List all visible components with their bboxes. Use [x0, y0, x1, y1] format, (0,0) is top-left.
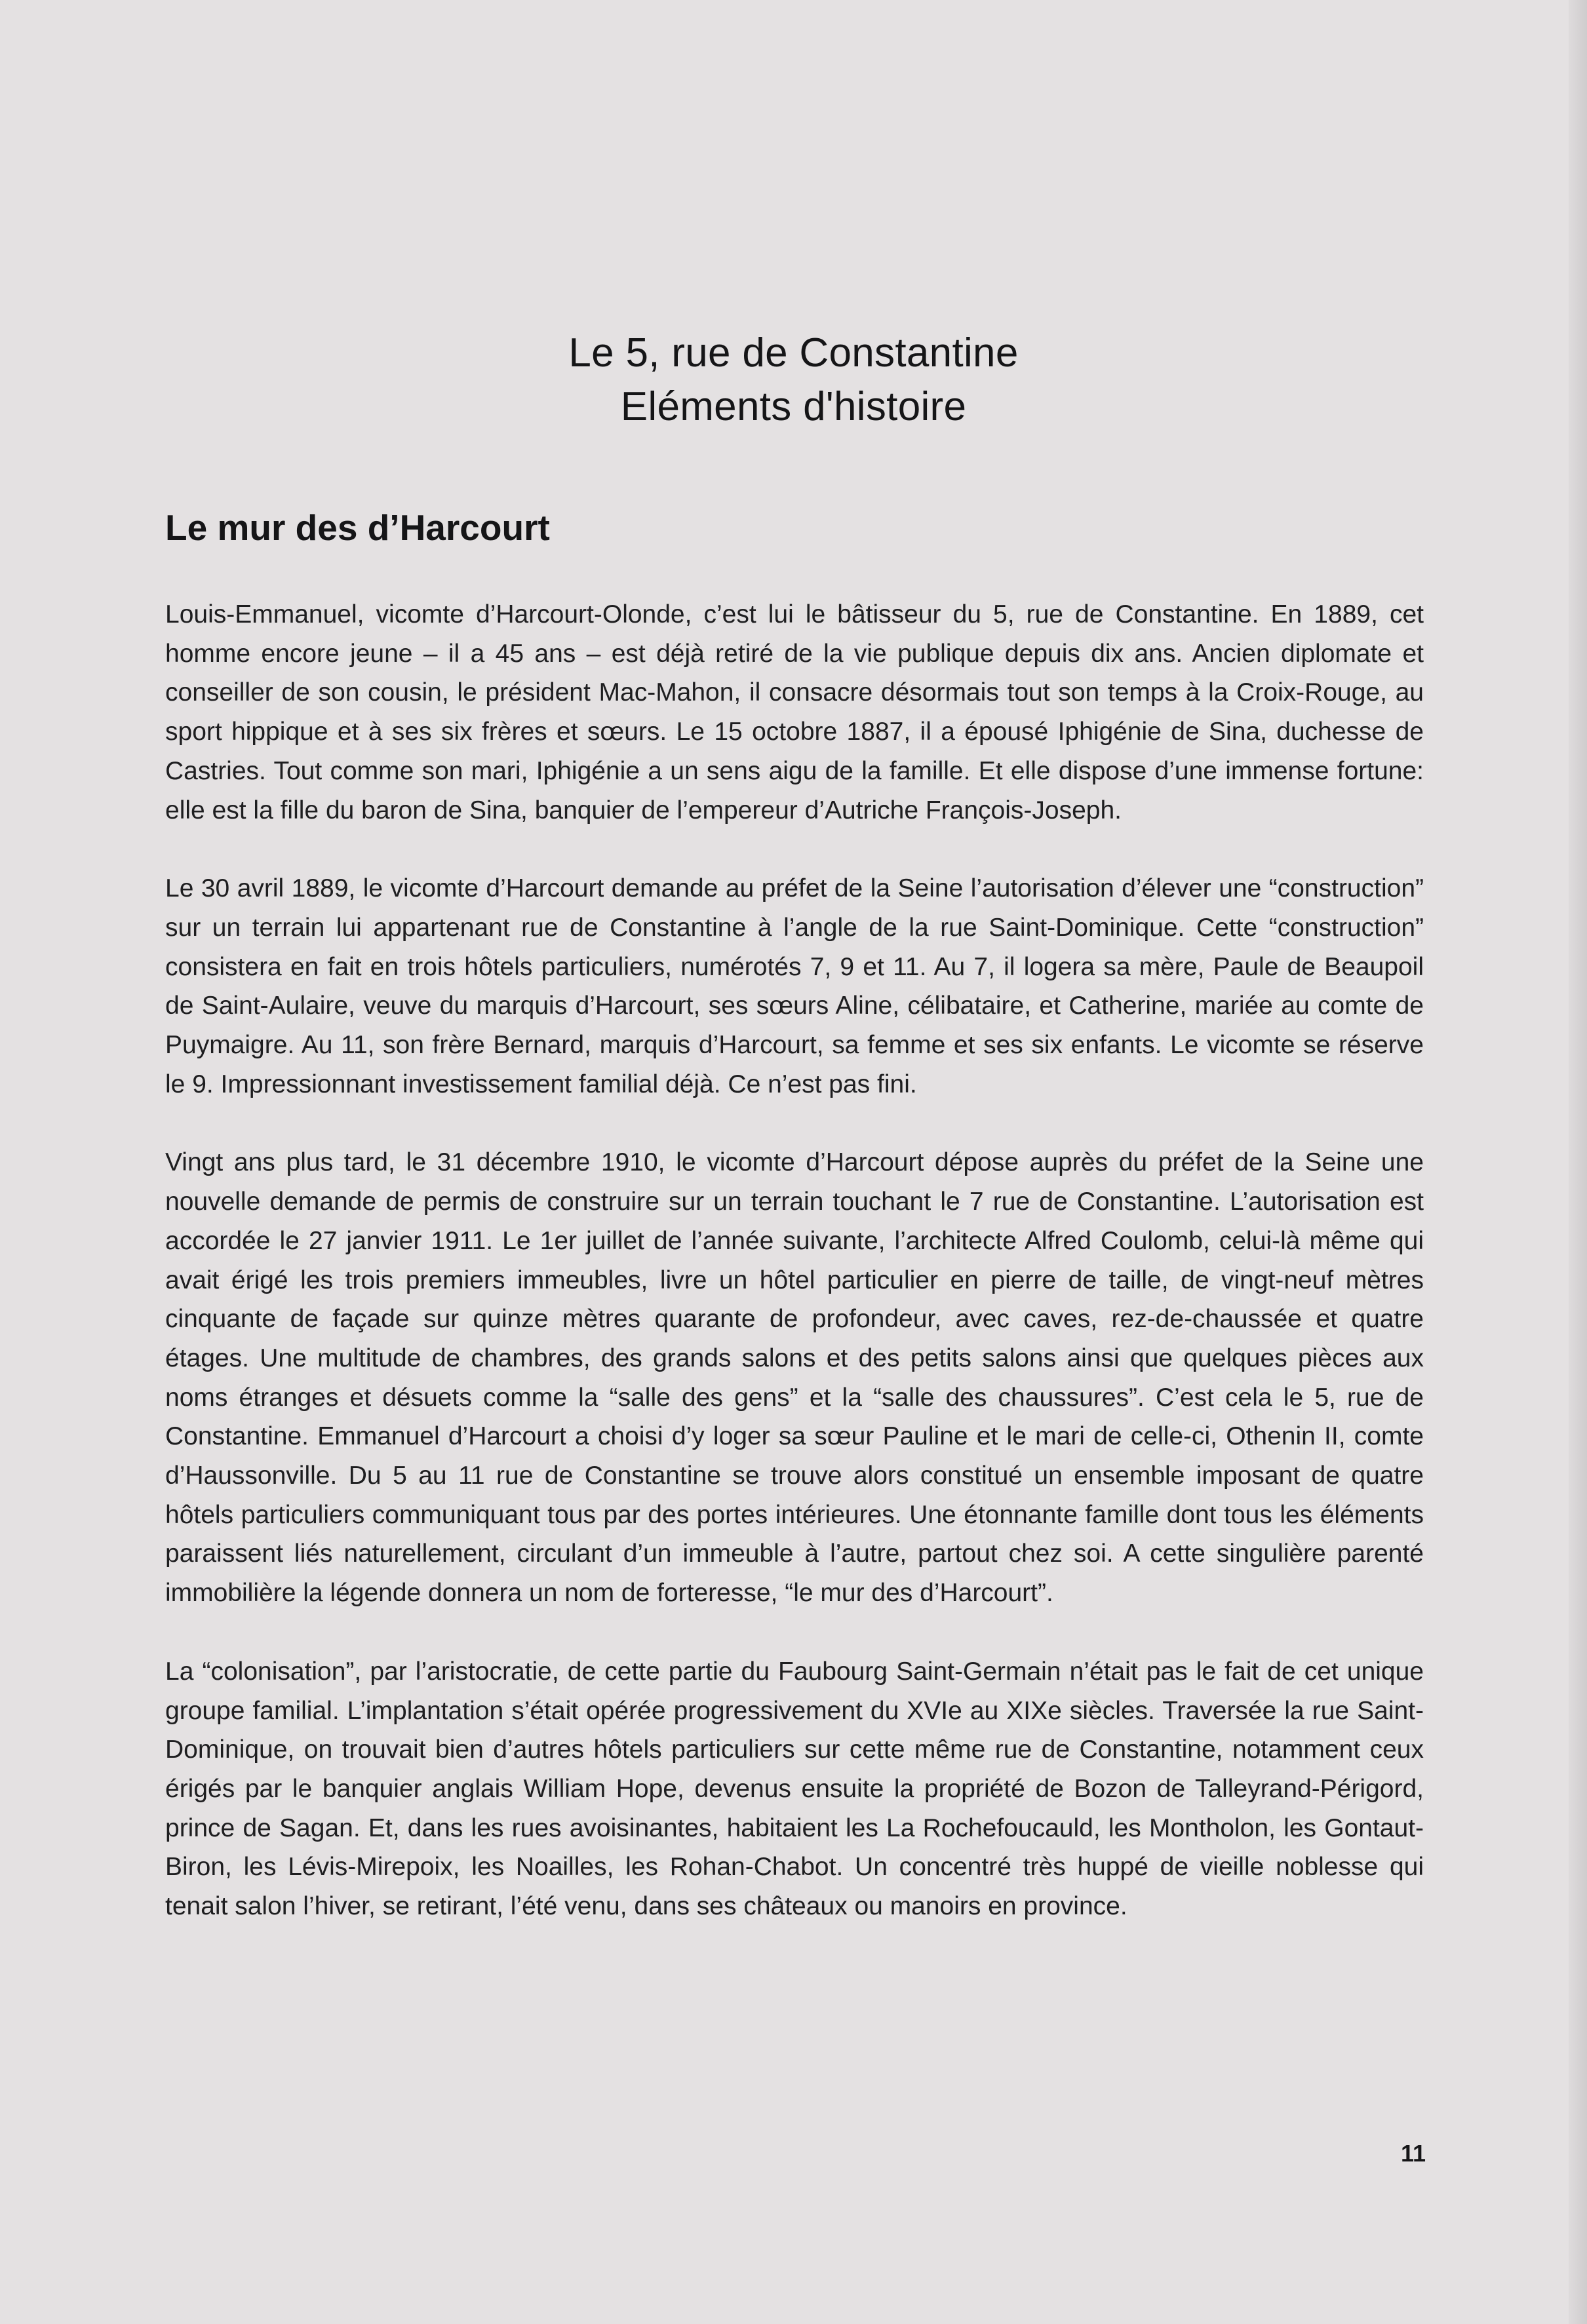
paragraph: Le 30 avril 1889, le vicomte d’Harcourt demande au préfet de la Seine l’autorisation d’élever une “construction” sur un terrain lui appartenant rue de Constantine à l’angle de la rue Saint-Dominique. Cette “construction” consistera en fait en trois hôtels particuliers, numérotés 7, 9 et 11. Au 7, il logera sa mère, Paule de Beaupoil de Saint-Aulaire, veuve du marquis d’Harcourt, ses sœurs Aline, célibataire, et Catherine, mariée au comte de Puymaigre. Au 11, son frère Bernard, marquis d’Harcourt, sa femme et ses six enfants. Le vicomte se réserve le 9. Impressionnant investissement familial déjà. Ce n’est pas fini. [165, 874, 1424, 1098]
paragraph: Louis-Emmanuel, vicomte d’Harcourt-Olonde, c’est lui le bâtisseur du 5, rue de Constantine. En 1889, cet homme encore jeune – il a 45 ans – est déjà retiré de la vie publique depuis dix ans. Ancien diplomate et conseiller de son cousin, le président Mac-Mahon, il consacre désormais tout son temps à la Croix-Rouge, au sport hippique et à ses six frères et sœurs. Le 15 octobre 1887, il a épousé Iphigénie de Sina, duchesse de Castries. Tout comme son mari, Iphigénie a un sens aigu de la famille. Et elle dispose d’une immense fortune: elle est la fille du baron de Sina, banquier de l’empereur d’Autriche François-Joseph. [165, 600, 1424, 824]
title-line-2: Eléments d'histoire [620, 384, 967, 429]
body-text [165, 595, 1424, 1966]
page-number: 11 [1401, 2140, 1426, 2167]
paragraph: Vingt ans plus tard, le 31 décembre 1910, le vicomte d’Harcourt dépose auprès du préfet de la Seine une nouvelle demande de permis de construire sur un terrain touchant le 7 rue de Constantine. L’autorisation est accordée le 27 janvier 1911. Le 1er juillet de l’année suivante, l’architecte Alfred Coulomb, celui-là même qui avait érigé les trois premiers immeubles, livre un hôtel particulier en pierre de taille, de vingt-neuf mètres cinquante de façade sur quinze mètres quarante de profondeur, avec caves, rez-de-chaussée et quatre étages. Une multitude de chambres, des grands salons et des petits salons ainsi que quelques pièces aux noms étranges et désuets comme la “salle des gens” et la “salle des chaussures”. C’est cela le 5, rue de Constantine. Emmanuel d’Harcourt a choisi d’y loger sa sœur Pauline et le mari de celle-ci, Othenin II, comte d’Haussonville. Du 5 au 11 rue de Constantine se trouve alors constitué un ensemble imposant de quatre hôtels particuliers communiquant tous par des portes intérieures. Une étonnante famille dont tous les éléments paraissent liés naturellement, circulant d’un immeuble à l’autre, partout chez soi. A cette singulière parenté immobilière la légende donnera un nom de forteresse, “le mur des d’Harcourt”. [165, 1148, 1424, 1608]
title-line-1: Le 5, rue de Constantine [568, 330, 1019, 376]
document-title [0, 326, 1587, 434]
paragraph: La “colonisation”, par l’aristocratie, de cette partie du Faubourg Saint-Germain n’était pas le fait de cet unique groupe familial. L’implantation s’était opérée progressivement du XVIe au XIXe siècles. Traversée la rue Saint-Dominique, on trouvait bien d’autres hôtels particuliers sur cette même rue de Constantine, notamment ceux érigés par le banquier anglais William Hope, devenus ensuite la propriété de Bozon de Talleyrand-Périgord, prince de Sagan. Et, dans les rues avoisinantes, habitaient les La Rochefoucauld, les Montholon, les Gontaut-Biron, les Lévis-Mirepoix, les Noailles, les Rohan-Chabot. Un concentré très huppé de vieille noblesse qui tenait salon l’hiver, se retirant, l’été venu, dans ses châteaux ou manoirs en province. [165, 1657, 1424, 1921]
section-heading: Le mur des d’Harcourt [165, 507, 550, 548]
